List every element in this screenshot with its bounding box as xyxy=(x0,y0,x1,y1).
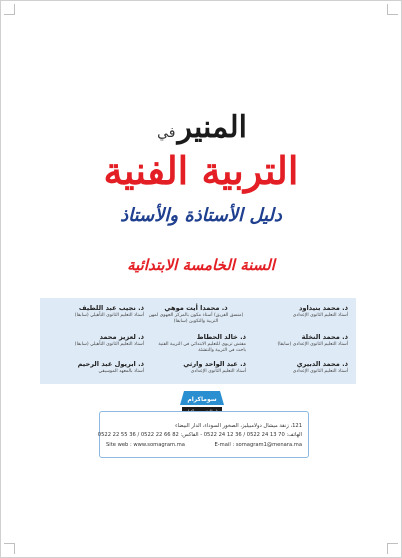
contact-box xyxy=(99,411,309,458)
authors-panel xyxy=(40,298,356,384)
author-name: ذ. عبد الواحد وارثي xyxy=(183,360,246,368)
author-role: أستاذ بالمعهد الموسيقي xyxy=(98,369,144,374)
crop-mark xyxy=(387,4,398,15)
author-name: ذ. محمد النخلة xyxy=(301,333,348,341)
author-entry xyxy=(252,304,348,319)
author-name: ذ. نجيب عبد اللطيف xyxy=(78,304,144,312)
brand-title xyxy=(0,110,402,145)
crop-mark xyxy=(4,543,15,554)
author-entry xyxy=(48,304,144,319)
author-name: ذ. خالد الحطاط xyxy=(196,333,246,341)
author-entry xyxy=(150,333,246,353)
author-role: أستاذ التعليم الثانوي التأهيلي (سابقا) xyxy=(74,313,144,318)
author-entry xyxy=(48,333,144,348)
author-entry xyxy=(48,360,144,375)
author-role: أستاذ التعليم الثانوي الإعدادي xyxy=(190,369,246,374)
crop-mark xyxy=(387,543,398,554)
author-entry xyxy=(150,360,246,375)
brand-name: المنير xyxy=(177,110,247,145)
website-link[interactable]: Site web : www.somagram.ma xyxy=(106,442,185,448)
author-role: أستاذ التعليم الثانوي التأهيلي (سابقا) xyxy=(74,342,144,347)
author-role: أستاذ التعليم الثانوي الإعدادي xyxy=(292,369,348,374)
main-title: التربية الفنية xyxy=(103,148,299,193)
crop-mark xyxy=(4,4,15,15)
subtitle: دليل الأستاذة والأستاذ xyxy=(120,205,282,226)
brand-fi: في xyxy=(157,125,176,141)
author-name: ذ. محمد بنيداود xyxy=(299,304,348,312)
author-role: أستاذ التعليم الثانوي الإعدادي xyxy=(292,313,348,318)
phone-line: الهاتف: 70 13 24 0522 / 36 12 24 0522 - الفاكس: 82 66 22 0522 / 36 55 22 0522 xyxy=(97,432,302,438)
author-entry xyxy=(252,333,348,348)
web-line xyxy=(106,442,302,448)
email-link[interactable]: E-mail : somagram1@menara.ma xyxy=(214,442,302,448)
author-role: (منسق الفريق) أستاذ مكون بالمركز الجهوي لمهن التربية والتكوين (سابقا) xyxy=(148,313,244,324)
author-entry xyxy=(252,360,348,375)
author-role: مفتش تربوي للتعليم الابتدائي في التربية الفنية باحث في التربية والتنشئة xyxy=(158,342,246,353)
address-line: 121، زنقة ميشال دولامبيليز، الصخور السوداء، الدار البيضاء xyxy=(175,423,302,429)
author-name: ذ. محمد الدبيري xyxy=(296,360,348,368)
level-title: السنة الخامسة الابتدائية xyxy=(127,256,275,274)
author-role: أستاذ التعليم الثانوي الإعدادي (سابقا) xyxy=(277,342,348,347)
author-name: ذ. محمدا أيت موهي xyxy=(164,304,228,312)
logo-text: سوماكرام xyxy=(187,396,217,403)
author-name: ذ. لعزيز محمد xyxy=(99,333,144,341)
author-entry-featured xyxy=(148,304,244,324)
author-name: ذ. ابريول عبد الرحيم xyxy=(77,360,144,368)
